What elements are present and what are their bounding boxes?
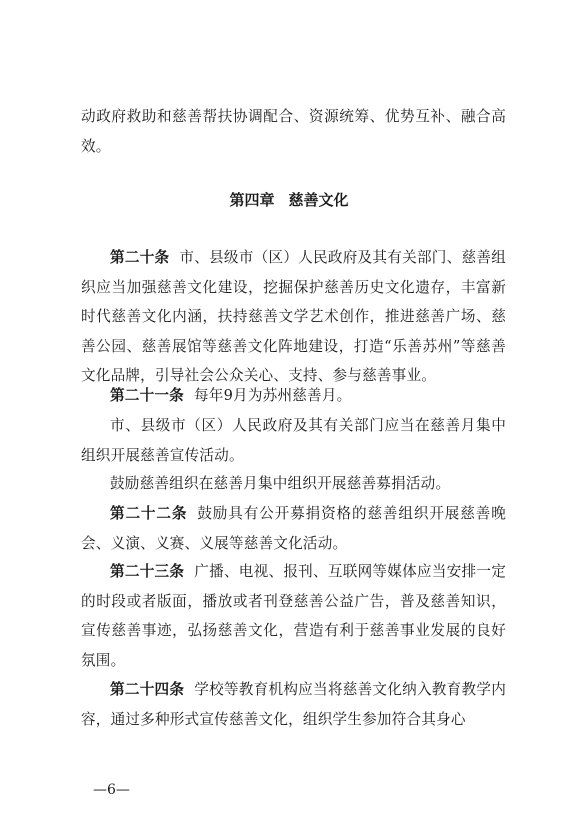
- article-number: 第二十四条: [110, 681, 185, 698]
- article-text: 广播、电视、报刊、互联网等媒体应当安排一定的时段或者版面，播放或者刊登慈善公益广告，普及慈善知识，宣传慈善事迹，弘扬慈善文化，营造有利于慈善事业发展的良好氛围。: [81, 563, 506, 669]
- article-21-paragraph-3: 鼓励慈善组织在慈善月集中组织开展慈善募捐活动。: [110, 475, 451, 492]
- article-21-paragraph-2: 市、县级市（区）人民政府及其有关部门应当在慈善月集中组织开展慈善宣传活动。: [81, 417, 506, 464]
- article-text: 市、县级市（区）人民政府及其有关部门、慈善组织应当加强慈善文化建设，挖掘保护慈善历史文化遗存，丰富新时代慈善文化内涵，扶持慈善文学艺术创作，推进慈善广场、慈善公园、慈善展馆等慈善文化阵地建设，打造“乐善苏州”等慈善文化品牌，引导社会公众关心、支持、参与慈善事业。: [81, 249, 506, 385]
- chapter-title: 慈善文化: [288, 191, 349, 209]
- article-22: [81, 499, 506, 558]
- article-21: [81, 381, 506, 411]
- article-text: 鼓励具有公开募捐资格的慈善组织开展慈善晚会、义演、义赛、义展等慈善文化活动。: [81, 505, 506, 552]
- article-23: [81, 557, 506, 675]
- article-number: 第二十条: [110, 249, 170, 266]
- article-24: [81, 675, 506, 734]
- article-number: 第二十二条: [110, 505, 188, 522]
- page-number: —6—: [93, 782, 130, 798]
- continuation-paragraph: 动政府救助和慈善帮扶协调配合、资源统筹、优势互补、融合高效。: [81, 108, 506, 155]
- chapter-number: 第四章: [229, 191, 275, 209]
- article-number: 第二十三条: [110, 563, 185, 580]
- article-text: 学校等教育机构应当将慈善文化纳入教育教学内容，通过多种形式宣传慈善文化，组织学生参加符合其身心: [81, 681, 506, 728]
- chapter-heading: [0, 189, 578, 211]
- article-20: [81, 243, 506, 391]
- article-text: 每年9月为苏州慈善月。: [193, 387, 352, 404]
- article-number: 第二十一条: [110, 387, 184, 404]
